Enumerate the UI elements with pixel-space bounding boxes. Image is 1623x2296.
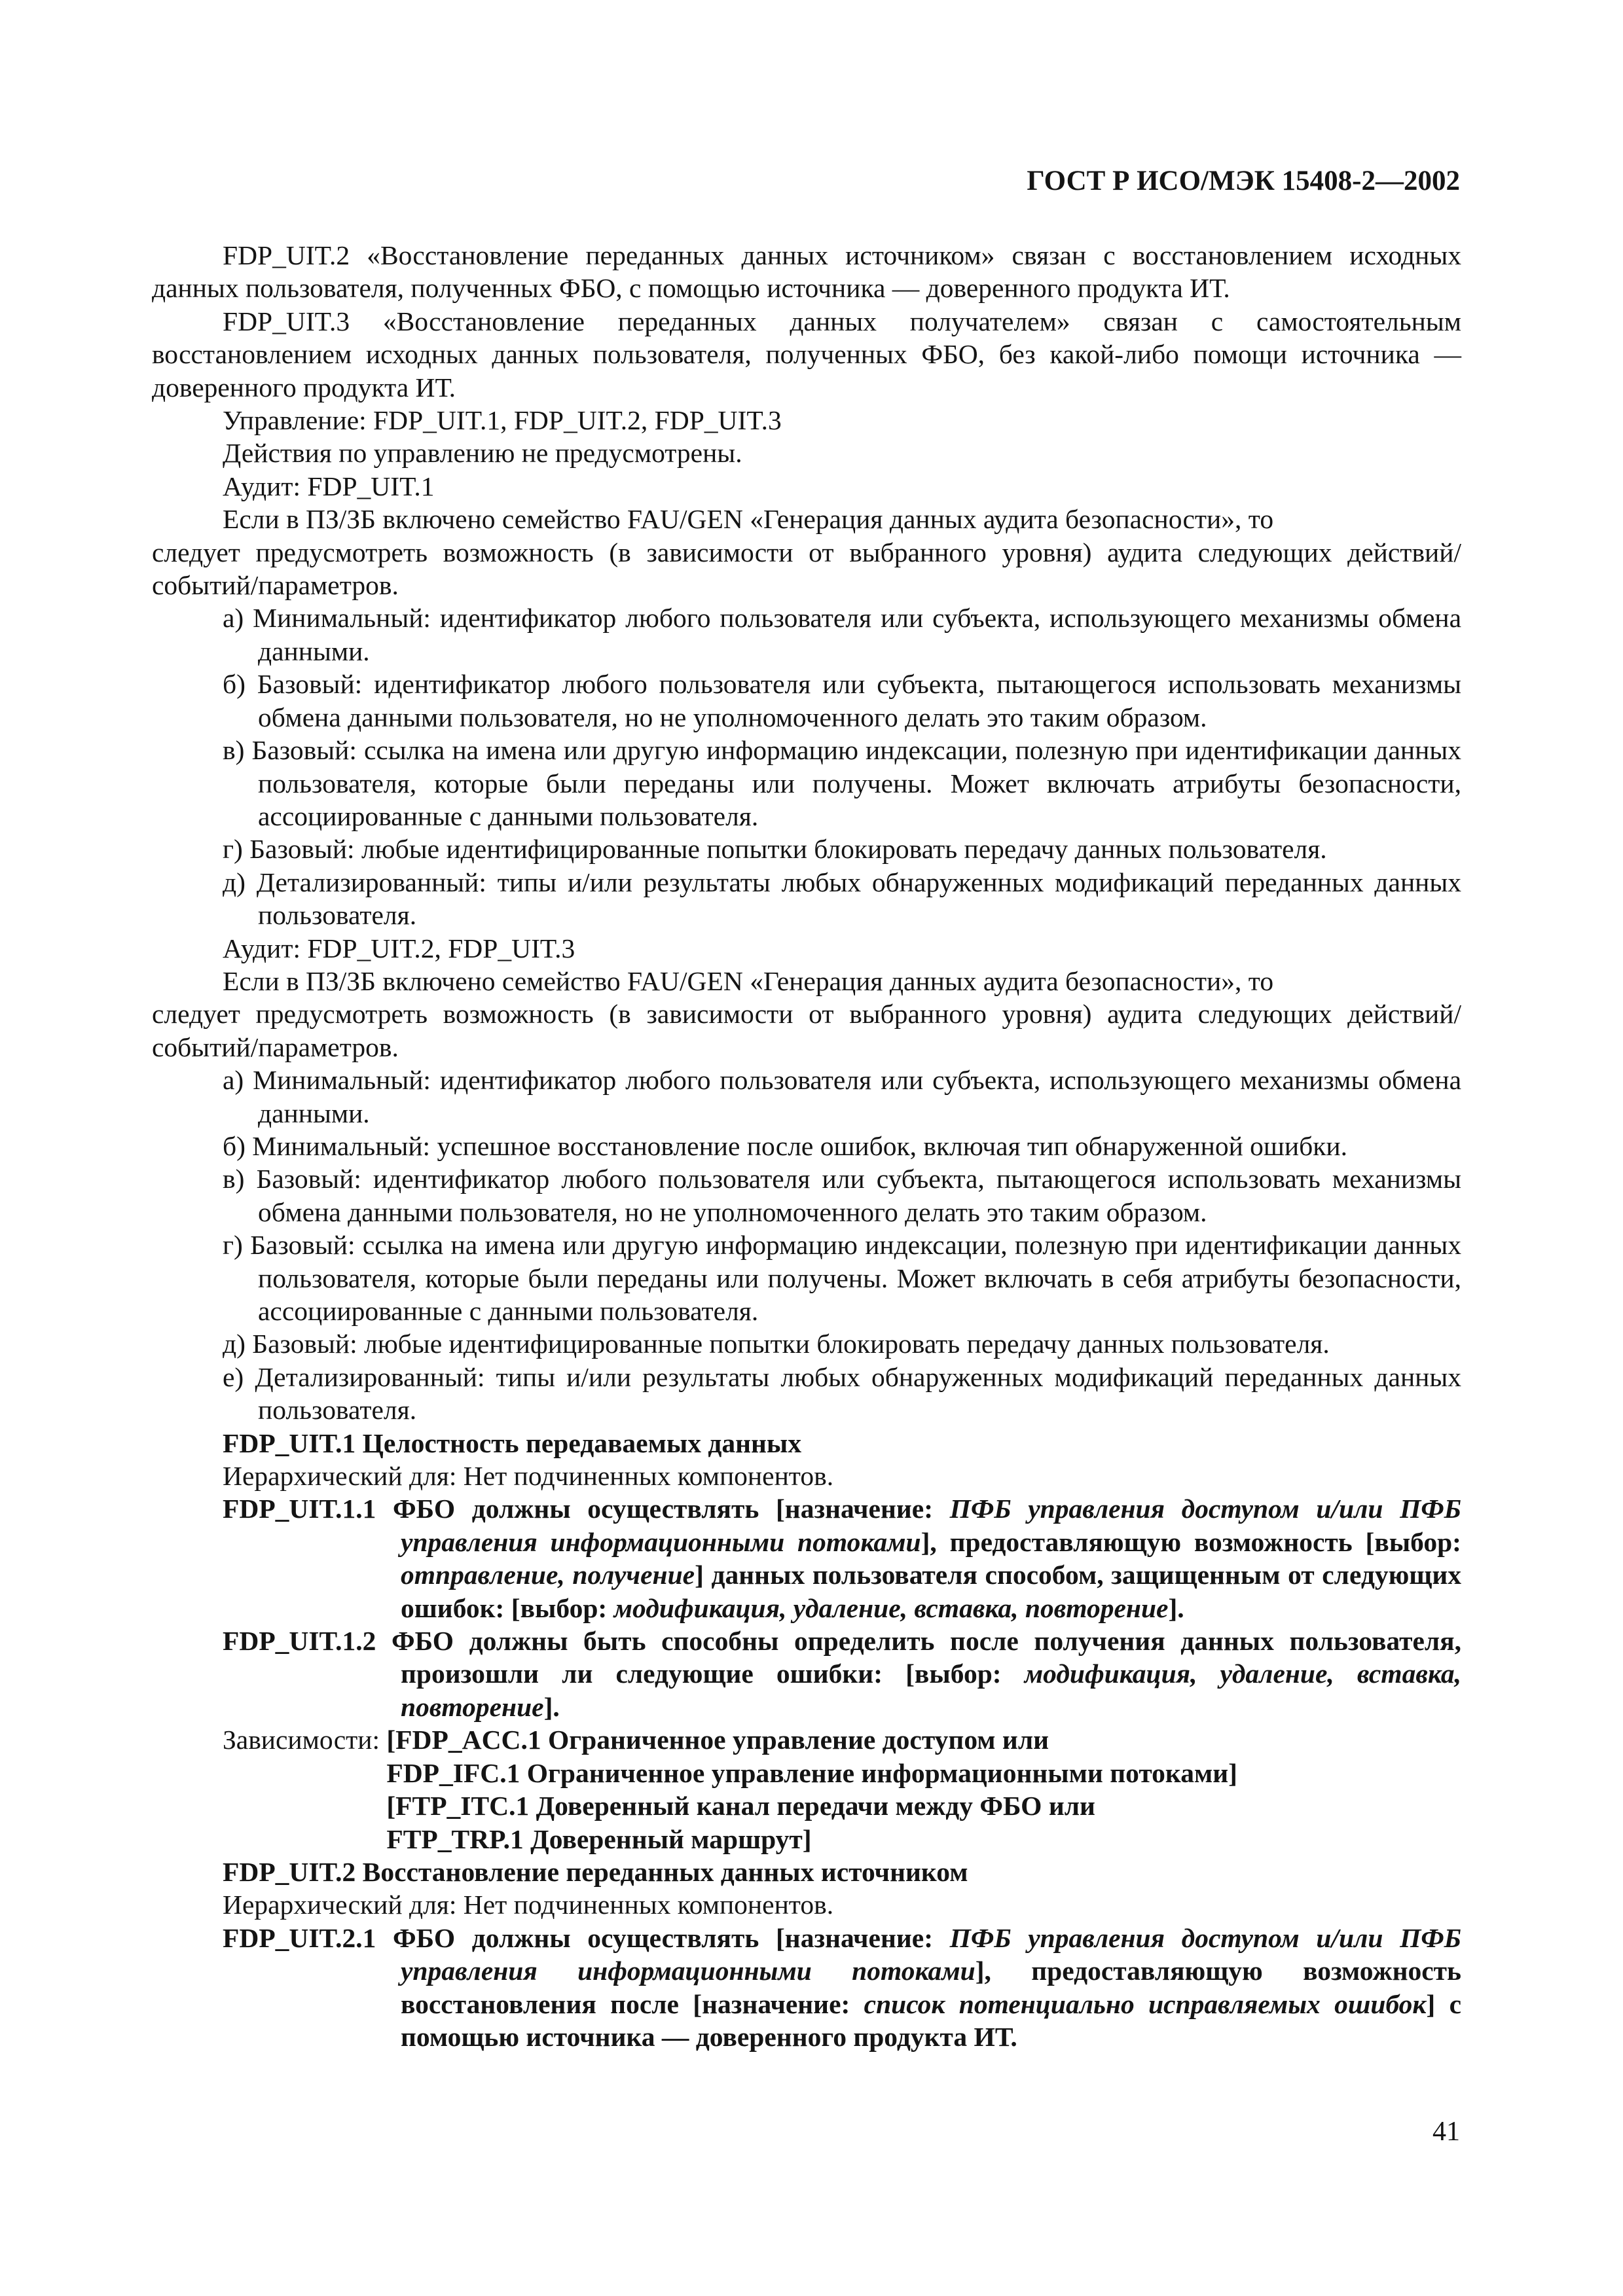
list-item: б) Минимальный: успешное восстановление после ошибок, включая тип обнаруженной ошибки. bbox=[223, 1130, 1347, 1161]
requirement-uit-1-2 bbox=[223, 1624, 1461, 1723]
component-title-uit2: FDP_UIT.2 Восстановление переданных данных источником bbox=[223, 1856, 968, 1887]
hierarchy-uit1: Иерархический для: Нет подчиненных компонентов. bbox=[223, 1461, 834, 1492]
document-body bbox=[152, 239, 1461, 2053]
list-item: д) Базовый: любые идентифицированные попытки блокировать передачу данных пользователя. bbox=[223, 1329, 1330, 1359]
dependency-line: FTP_TRP.1 Доверенный маршрут] bbox=[386, 1823, 812, 1854]
paragraph-management: Управление: FDP_UIT.1, FDP_UIT.2, FDP_UIT.3 bbox=[223, 405, 782, 436]
req-text: ] данных пользователя способом, защищенным от следующих ошибок: [выбор: bbox=[401, 1560, 1461, 1623]
req-text: FDP_UIT.2.1 ФБО должны осуществлять [назначение: bbox=[223, 1922, 950, 1953]
list-item: а) Минимальный: идентификатор любого пользователя или субъекта, использующего механизмы обмена данными. bbox=[223, 603, 1461, 666]
paragraph-audit-intro2-rest: следует предусмотреть возможность (в зависимости от выбранного уровня) аудита следующих действий/событий/параметров. bbox=[152, 999, 1461, 1062]
list-item: в) Базовый: ссылка на имена или другую информацию индексации, полезную при идентификации данных пользователя, которые были переданы или получены. Может включать атрибуты безопасности, ассоциированные с данными пользователя. bbox=[223, 735, 1461, 831]
audit-list-uit2-uit3 bbox=[152, 1064, 1461, 1426]
list-item: г) Базовый: ссылка на имена или другую информацию индексации, полезную при идентификации данных пользователя, которые были переданы или получены. Может включать в себя атрибуты безопасности, ассоциированные с данными пользователя. bbox=[223, 1230, 1461, 1326]
dependency-line: [FTP_ITC.1 Доверенный канал передачи между ФБО или bbox=[386, 1791, 1095, 1821]
req-text: ], предоставляющую возможность [выбор: bbox=[921, 1526, 1461, 1557]
dependencies-list bbox=[386, 1723, 1237, 1856]
paragraph-management-actions: Действия по управлению не предусмотрены. bbox=[223, 438, 742, 469]
paragraph-audit-intro2-first: Если в ПЗ/ЗБ включено семейство FAU/GEN «Генерация данных аудита безопасности», то bbox=[223, 965, 1274, 996]
list-item: в) Базовый: идентификатор любого пользователя или субъекта, пытающегося использовать механизмы обмена данными пользователя, но не уполномоченного делать это таким образом. bbox=[223, 1164, 1461, 1227]
list-item: д) Детализированный: типы и/или результаты любых обнаруженных модификаций переданных данных пользователя. bbox=[223, 867, 1461, 931]
dependencies-uit1 bbox=[223, 1723, 1461, 1856]
dependency-line: FDP_IFC.1 Ограниченное управление информационными потоками] bbox=[386, 1757, 1237, 1788]
hierarchy-uit2: Иерархический для: Нет подчиненных компонентов. bbox=[223, 1890, 834, 1920]
dependency-line: [FDP_ACC.1 Ограниченное управление доступом или bbox=[386, 1725, 1049, 1755]
dependencies-label: Зависимости: bbox=[223, 1725, 387, 1755]
list-item: а) Минимальный: идентификатор любого пользователя или субъекта, использующего механизмы обмена данными. bbox=[223, 1065, 1461, 1128]
paragraph-audit-intro-rest: следует предусмотреть возможность (в зависимости от выбранного уровня) аудита следующих действий/событий/параметров. bbox=[152, 537, 1461, 601]
req-assignment: ПФБ управления доступом и/или ПФБ управления информационными потоками bbox=[401, 1494, 1461, 1557]
component-title-uit1: FDP_UIT.1 Целостность передаваемых данных bbox=[223, 1427, 802, 1458]
req-text: ]. bbox=[543, 1691, 560, 1722]
requirement-uit-1-1 bbox=[223, 1492, 1461, 1624]
req-text: ], предоставляющую возможность восстановления после [назначение: bbox=[401, 1956, 1461, 2019]
list-item: г) Базовый: любые идентифицированные попытки блокировать передачу данных пользователя. bbox=[223, 834, 1327, 865]
paragraph-uit3-description: FDP_UIT.3 «Восстановление переданных данных получателем» связан с самостоятельным восстановлением исходных данных пользователя, полученных ФБО, без какой-либо помощи источника — доверенного продукта ИТ. bbox=[152, 306, 1461, 403]
audit-list-uit1 bbox=[152, 601, 1461, 931]
req-selection: модификация, удаление, вставка, повторение bbox=[613, 1592, 1169, 1623]
req-selection: отправление, получение bbox=[401, 1560, 695, 1590]
req-assignment: ПФБ управления доступом и/или ПФБ управления информационными потоками bbox=[401, 1922, 1461, 1986]
paragraph-audit-uit2-uit3: Аудит: FDP_UIT.2, FDP_UIT.3 bbox=[223, 933, 575, 963]
paragraph-audit-intro-first: Если в ПЗ/ЗБ включено семейство FAU/GEN «Генерация данных аудита безопасности», то bbox=[223, 504, 1274, 535]
requirement-uit-2-1 bbox=[223, 1922, 1461, 2054]
req-text: FDP_UIT.1.1 ФБО должны осуществлять [назначение: bbox=[223, 1494, 950, 1524]
req-assignment: список потенциально исправляемых ошибок bbox=[864, 1988, 1427, 2019]
req-text: ]. bbox=[1168, 1592, 1184, 1623]
req-text: ] с помощью источника — доверенного продукта ИТ. bbox=[401, 1988, 1461, 2052]
list-item: е) Детализированный: типы и/или результаты любых обнаруженных модификаций переданных данных пользователя. bbox=[223, 1361, 1461, 1426]
page-number: 41 bbox=[1432, 2117, 1460, 2147]
paragraph-audit-uit1: Аудит: FDP_UIT.1 bbox=[223, 471, 435, 501]
req-selection: модификация, удаление, вставка, повторение bbox=[401, 1659, 1461, 1722]
list-item: б) Базовый: идентификатор любого пользователя или субъекта, пытающегося использовать механизмы обмена данными пользователя, но не уполномоченного делать это таким образом. bbox=[223, 669, 1461, 732]
paragraph-uit2-description: FDP_UIT.2 «Восстановление переданных данных источником» связан с восстановлением исходных данных пользователя, полученных ФБО, с помощью источника — доверенного продукта ИТ. bbox=[152, 240, 1461, 304]
document-header: ГОСТ Р ИСО/МЭК 15408-2—2002 bbox=[1027, 166, 1460, 196]
req-text: FDP_UIT.1.2 ФБО должны быть способны определить после получения данных пользователя, произошли ли следующие ошибки: [выбор: bbox=[223, 1626, 1461, 1689]
